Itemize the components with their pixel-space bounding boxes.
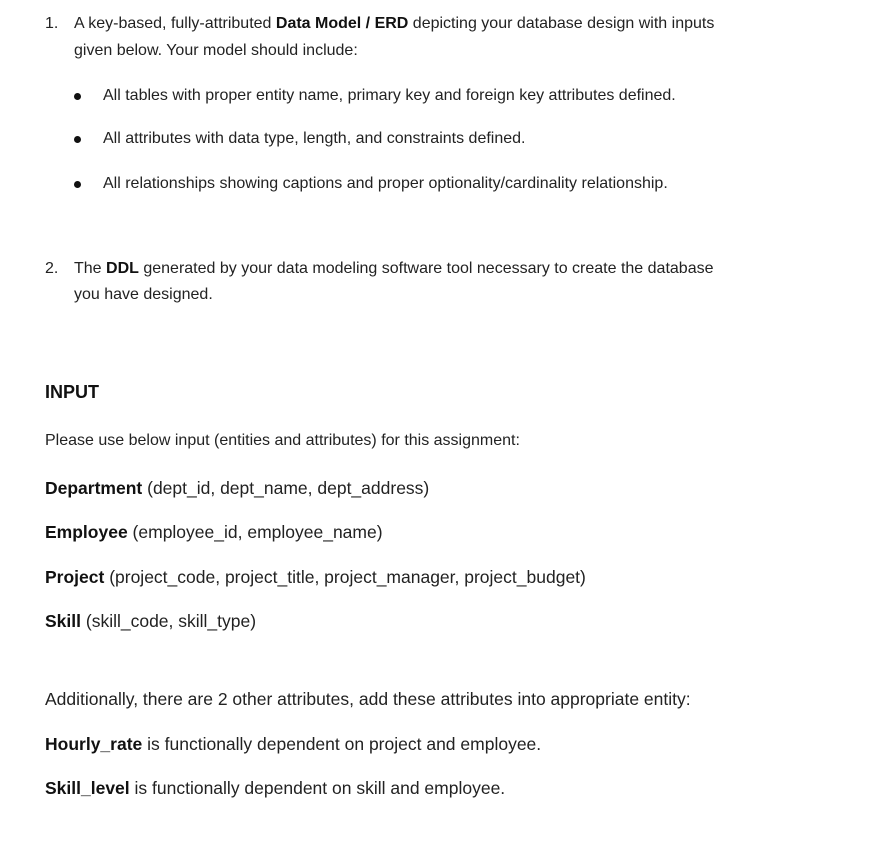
item-2-line-2: you have designed. xyxy=(74,286,213,303)
bullet-item-3: All relationships showing captions and proper optionality/cardinality relationship. xyxy=(103,175,668,192)
bullet-item-1: All tables with proper entity name, primary key and foreign key attributes defined. xyxy=(103,87,676,104)
dependency-hourly-rate xyxy=(45,733,541,755)
item-2-text-pre: The xyxy=(74,260,107,277)
dependency-skill-level xyxy=(45,777,505,799)
bullet-item-2: All attributes with data type, length, and constraints defined. xyxy=(103,130,526,147)
entity-name: Skill xyxy=(45,611,81,631)
bullet-icon xyxy=(74,93,81,100)
entity-project xyxy=(45,566,586,588)
item-2-text-post: generated by your data modeling software tool necessary to create the database xyxy=(138,260,714,277)
entity-attributes: (dept_id, dept_name, dept_address) xyxy=(142,478,430,498)
entity-name: Employee xyxy=(45,522,128,542)
entity-attributes: (skill_code, skill_type) xyxy=(81,611,257,631)
entity-name: Project xyxy=(45,567,105,587)
input-intro: Please use below input (entities and attributes) for this assignment: xyxy=(45,432,520,449)
bullet-icon xyxy=(74,136,81,143)
entity-name: Department xyxy=(45,478,143,498)
entity-department xyxy=(45,477,429,499)
item-1-line-2: given below. Your model should include: xyxy=(74,42,358,59)
entity-attributes: (employee_id, employee_name) xyxy=(127,522,383,542)
input-heading: INPUT xyxy=(45,382,99,402)
dependency-name: Hourly_rate xyxy=(45,734,143,754)
item-2-number: 2. xyxy=(45,260,59,277)
item-2-line-1 xyxy=(74,259,713,279)
item-1-number: 1. xyxy=(45,15,59,32)
additional-attributes-note: Additionally, there are 2 other attributes, add these attributes into appropriate entity: xyxy=(45,689,691,709)
entity-employee xyxy=(45,521,383,543)
item-1-line-1 xyxy=(74,14,714,34)
item-1-text-post: depicting your database design with inputs xyxy=(408,15,715,32)
item-1-text-bold: Data Model / ERD xyxy=(275,15,409,32)
item-2-text-bold: DDL xyxy=(106,260,139,277)
entity-attributes: (project_code, project_title, project_manager, project_budget) xyxy=(104,567,586,587)
dependency-text: is functionally dependent on skill and employee. xyxy=(129,778,506,798)
dependency-name: Skill_level xyxy=(45,778,130,798)
dependency-text: is functionally dependent on project and employee. xyxy=(142,734,542,754)
entity-skill xyxy=(45,610,256,632)
item-1-text-pre: A key-based, fully-attributed xyxy=(74,15,276,32)
bullet-icon xyxy=(74,181,81,188)
